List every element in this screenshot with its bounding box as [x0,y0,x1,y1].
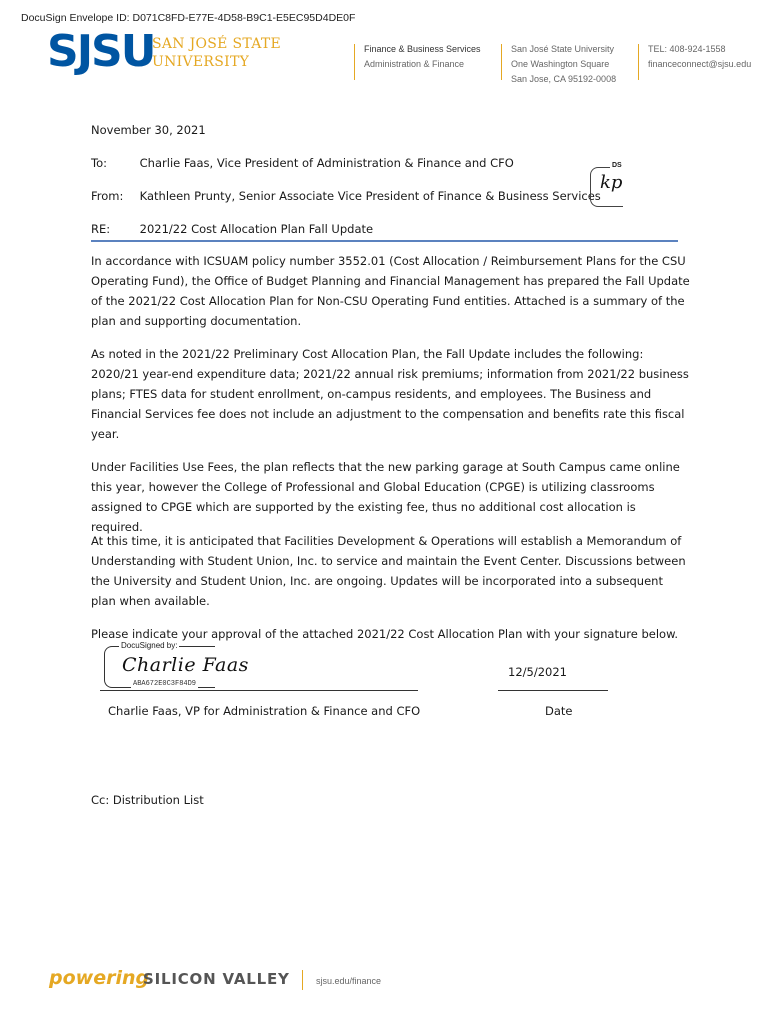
signature-date: 12/5/2021 [508,665,567,679]
header-divider [354,44,355,80]
memo-to-label: To: [91,156,107,170]
memo-re-label: RE: [91,222,111,236]
footer-silicon-valley: SILICON VALLEY [143,970,290,988]
university-name-line2: UNIVERSITY [152,54,250,70]
memo-from-label: From: [91,189,124,203]
signature-caption: Charlie Faas, VP for Administration & Finance and CFO [108,704,421,718]
paragraph: In accordance with ICSUAM policy number 3552.01 (Cost Allocation / Reimbursement Plans for the CSU Operating Fund), the Office of Budget Planning and Financial Management has prepared the Fall Update of the 2021/22 Cost Allocation Plan for Non-CSU Operating Fund entities. Attached is a summary of the plan and supporting documentation. [91,254,690,328]
footer-powering: powering [49,967,150,989]
address-line: San José State University [511,44,615,54]
header-divider [638,44,639,80]
memo-from-row [91,189,601,203]
signer-id: ABA672E0C3F84D9 [133,680,197,688]
date-line [498,690,608,691]
memo-to-value: Charlie Faas, Vice President of Administration & Finance and CFO [139,156,514,170]
department-block [364,42,481,72]
memo-divider [91,240,678,242]
memo-to-row [91,156,514,170]
initials-signature: kp [600,172,623,193]
address-block [511,42,616,87]
date-caption: Date [545,704,573,718]
paragraph: Under Facilities Use Fees, the plan reflects that the new parking garage at South Campus came online this year, however the College of Professional and Global Education (CPGE) is utilizing classrooms assigned to CPGE which are supported by the existing fee, thus no additional cost allocation is required. [91,460,680,534]
footer-divider [302,970,303,990]
docusigned-by-label: DocuSigned by: [121,641,178,650]
docusign-envelope-id: DocuSign Envelope ID: D071C8FD-E77E-4D58-B9C1-E5EC95D4DE0F [21,12,356,24]
footer-url-link[interactable]: sjsu.edu/finance [316,976,382,986]
university-name [152,35,281,71]
initials-tag: DS [612,162,622,169]
university-name-line1: SAN JOSÉ STATE [152,36,282,52]
department-name: Finance & Business Services [364,44,481,54]
memo-from-value: Kathleen Prunty, Senior Associate Vice President of Finance & Business Services [139,189,601,203]
signature-line [100,690,418,691]
address-line: San Jose, CA 95192-0008 [511,74,617,84]
memo-re-value: 2021/22 Cost Allocation Plan Fall Update [139,222,374,236]
email-link[interactable]: financeconnect@sjsu.edu [648,59,752,69]
division-name: Administration & Finance [364,59,465,69]
address-line: One Washington Square [511,59,610,69]
cc-line: Cc: Distribution List [91,793,204,807]
memo-date: November 30, 2021 [91,123,206,137]
paragraph: At this time, it is anticipated that Facilities Development & Operations will establish a Memorandum of Understanding with Student Union, Inc. to service and maintain the Event Center. Discussions between the University and Student Union, Inc. are ongoing. Updates will be incorporated into a subsequent plan when available. [91,534,686,608]
memo-re-row [91,222,373,236]
sjsu-logo: SJSU [47,26,155,77]
contact-block [648,42,751,72]
header-divider [501,44,502,80]
paragraph: As noted in the 2021/22 Preliminary Cost Allocation Plan, the Fall Update includes the following: 2020/21 year-end expenditure data; 2021/22 annual risk premiums; information from 2021/22 business plans; FTES data for student enrollment, on-campus residents, and employees. The Business and Financial Services fee does not include an adjustment to the compensation and benefits rate this fiscal year. [91,347,689,441]
phone-number: TEL: 408-924-1558 [648,44,726,54]
signature-image: Charlie Faas [122,654,249,676]
paragraph: Please indicate your approval of the attached 2021/22 Cost Allocation Plan with your signature below. [91,627,679,641]
